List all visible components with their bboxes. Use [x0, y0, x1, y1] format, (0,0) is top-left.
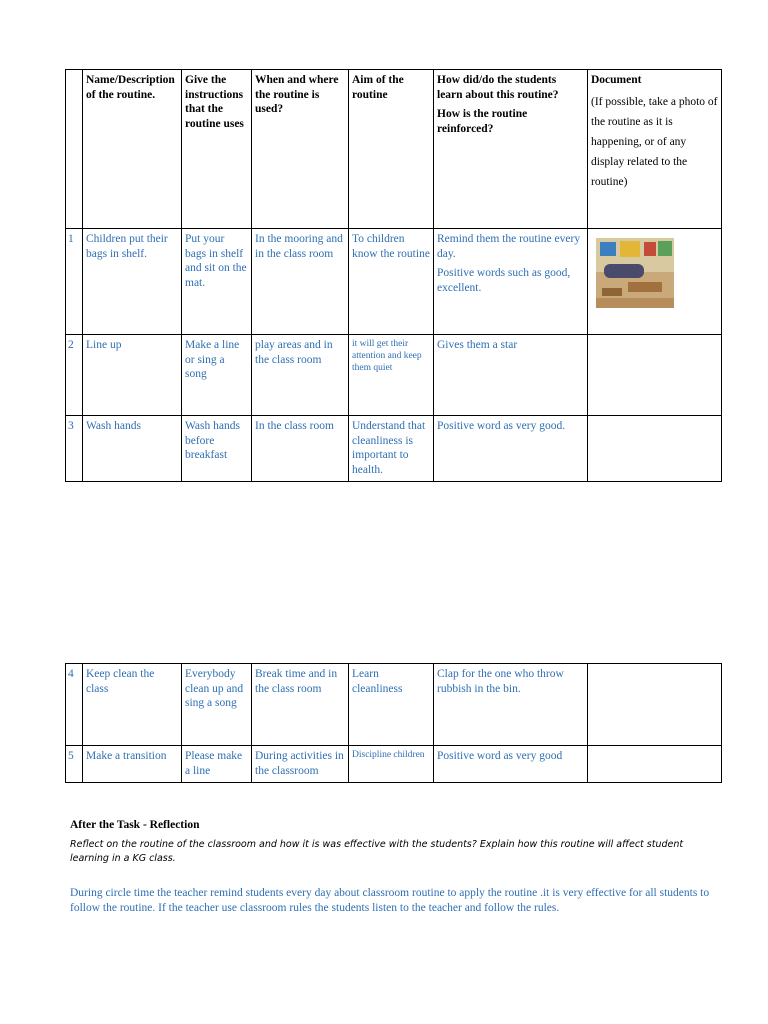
routine-how: Positive word as very good: [434, 746, 588, 783]
reflection-question: Reflect on the routine of the classroom and how it is was effective with the students? Explain how this routine will affect student learning in a KG class.: [70, 839, 684, 864]
routine-how: Gives them a star: [434, 335, 588, 416]
routine-how-cell: [434, 229, 588, 335]
routine-name: Make a transition: [83, 746, 182, 783]
header-when-where: When and where the routine is used?: [252, 70, 349, 229]
routine-name: Children put their bags in shelf.: [83, 229, 182, 335]
routine-when-where: During activities in the classroom: [252, 746, 349, 783]
classroom-photo: [596, 238, 674, 308]
routine-name: Wash hands: [83, 416, 182, 482]
row-number: 1: [66, 229, 83, 335]
header-instructions: Give the instructions that the routine uses: [182, 70, 252, 229]
document-cell: [588, 416, 722, 482]
row-number: 2: [66, 335, 83, 416]
row-number: 4: [66, 664, 83, 746]
routine-aim: Understand that cleanliness is important to health.: [349, 416, 434, 482]
table-row: [66, 416, 722, 482]
reflection-answer: During circle time the teacher remind students every day about classroom routine to apply the routine .it is very effective for all students to follow the routine. If the teacher use classroom rules the students listen to the teacher and follow the rules.: [70, 887, 710, 914]
routine-aim: To children know the routine: [349, 229, 434, 335]
document-cell: [588, 229, 722, 335]
header-document-cell: [588, 70, 722, 229]
table-row: [66, 664, 722, 746]
document-cell: [588, 335, 722, 416]
table-row: [66, 229, 722, 335]
routine-how: Clap for the one who throw rubbish in the bin.: [434, 664, 588, 746]
document-cell: [588, 746, 722, 783]
routine-how: Remind them the routine every day.: [437, 233, 581, 260]
routine-how-2: Positive words such as good, excellent.: [437, 267, 571, 294]
routine-when-where: In the class room: [252, 416, 349, 482]
header-num-cell: [66, 70, 83, 229]
routine-aim: Discipline children: [349, 746, 434, 783]
routine-when-where: Break time and in the class room: [252, 664, 349, 746]
header-document-note: (If possible, take a photo of the routine as it is happening, or of any display related to the routine): [591, 95, 718, 188]
routine-aim: it will get their attention and keep them quiet: [349, 335, 434, 416]
header-name: Name/Description of the routine.: [83, 70, 182, 229]
header-document: Document: [591, 74, 642, 86]
row-number: 3: [66, 416, 83, 482]
routine-name: Line up: [83, 335, 182, 416]
routine-table-bottom: [65, 663, 722, 783]
routine-instructions: Wash hands before breakfast: [182, 416, 252, 482]
table-row: [66, 335, 722, 416]
routine-instructions: Everybody clean up and sing a song: [182, 664, 252, 746]
routine-aim: Learn cleanliness: [349, 664, 434, 746]
header-row: [66, 70, 722, 229]
routine-when-where: play areas and in the class room: [252, 335, 349, 416]
table-row: [66, 746, 722, 783]
document-cell: [588, 664, 722, 746]
routine-table-top: [65, 69, 722, 482]
row-number: 5: [66, 746, 83, 783]
header-how-cell: [434, 70, 588, 229]
routine-when-where: In the mooring and in the class room: [252, 229, 349, 335]
routine-instructions: Make a line or sing a song: [182, 335, 252, 416]
routine-name: Keep clean the class: [83, 664, 182, 746]
routine-instructions: Put your bags in shelf and sit on the mat.: [182, 229, 252, 335]
reflection-title: After the Task - Reflection: [70, 819, 200, 831]
header-how-learn: How did/do the students learn about this routine?: [437, 74, 559, 101]
header-how-reinforced: How is the routine reinforced?: [437, 108, 528, 135]
routine-instructions: Please make a line: [182, 746, 252, 783]
header-aim: Aim of the routine: [349, 70, 434, 229]
routine-how: Positive word as very good.: [434, 416, 588, 482]
